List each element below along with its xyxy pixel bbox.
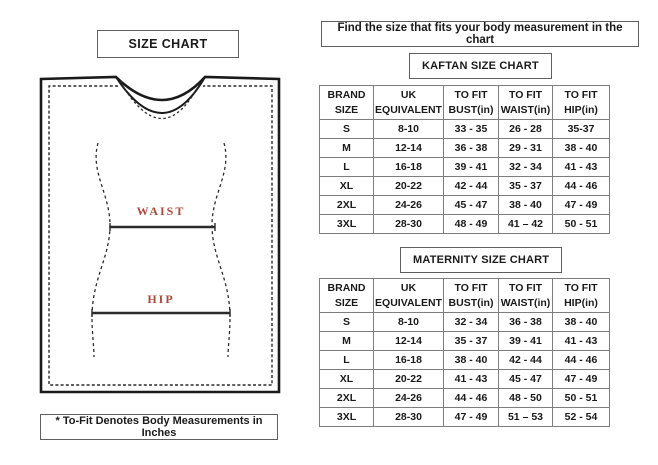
table-cell: 38 - 40 xyxy=(499,196,553,215)
table-cell: 8-10 xyxy=(374,120,444,139)
page-title-label: SIZE CHART xyxy=(128,37,208,51)
table-cell: 39 - 41 xyxy=(499,332,553,351)
table-cell: 2XL xyxy=(320,196,374,215)
table-cell: 3XL xyxy=(320,215,374,234)
table-cell: 24-26 xyxy=(374,389,444,408)
hip-label: HIP xyxy=(147,292,175,306)
table-cell: 32 - 34 xyxy=(499,158,553,177)
footnote xyxy=(40,414,278,440)
column-header: TO FIT HIP(in) xyxy=(553,86,610,120)
table-cell: 48 - 50 xyxy=(499,389,553,408)
table-cell: 28-30 xyxy=(374,215,444,234)
kaftan-chart-title xyxy=(409,53,552,79)
table-cell: 16-18 xyxy=(374,158,444,177)
kaftan-size-table xyxy=(319,85,610,234)
table-row xyxy=(320,139,610,158)
table-cell: 47 - 49 xyxy=(444,408,499,427)
column-header: TO FIT BUST(in) xyxy=(444,279,499,313)
table-cell: 20-22 xyxy=(374,177,444,196)
table-cell: 42 - 44 xyxy=(499,351,553,370)
table-cell: 42 - 44 xyxy=(444,177,499,196)
column-header: TO FIT WAIST(in) xyxy=(499,86,553,120)
table-row xyxy=(320,351,610,370)
table-cell: 33 - 35 xyxy=(444,120,499,139)
table-cell: 24-26 xyxy=(374,196,444,215)
garment-outline xyxy=(41,77,279,392)
column-header: BRAND SIZE xyxy=(320,279,374,313)
table-cell: 50 - 51 xyxy=(553,215,610,234)
table-cell: 41 - 43 xyxy=(553,332,610,351)
table-cell: 41 – 42 xyxy=(499,215,553,234)
table-cell: 52 - 54 xyxy=(553,408,610,427)
table-row xyxy=(320,215,610,234)
page-title xyxy=(97,30,239,58)
table-cell: 47 - 49 xyxy=(553,196,610,215)
table-cell: 8-10 xyxy=(374,313,444,332)
table-cell: 38 - 40 xyxy=(444,351,499,370)
table-cell: 36 - 38 xyxy=(499,313,553,332)
table-cell: 2XL xyxy=(320,389,374,408)
table-cell: S xyxy=(320,313,374,332)
column-header: TO FIT BUST(in) xyxy=(444,86,499,120)
kaftan-chart-title-label: KAFTAN SIZE CHART xyxy=(422,60,539,72)
table-cell: 45 - 47 xyxy=(499,370,553,389)
table-cell: 35-37 xyxy=(553,120,610,139)
table-cell: S xyxy=(320,120,374,139)
maternity-size-table xyxy=(319,278,610,427)
table-cell: 36 - 38 xyxy=(444,139,499,158)
instruction-banner xyxy=(321,21,639,47)
table-cell: 38 - 40 xyxy=(553,313,610,332)
table-row xyxy=(320,196,610,215)
maternity-chart-title-label: MATERNITY SIZE CHART xyxy=(413,254,550,266)
table-cell: L xyxy=(320,351,374,370)
table-cell: 51 – 53 xyxy=(499,408,553,427)
table-cell: 41 - 43 xyxy=(444,370,499,389)
table-cell: 45 - 47 xyxy=(444,196,499,215)
table-cell: 35 - 37 xyxy=(499,177,553,196)
table-cell: 44 - 46 xyxy=(553,351,610,370)
table-row xyxy=(320,313,610,332)
table-row xyxy=(320,177,610,196)
table-cell: 44 - 46 xyxy=(553,177,610,196)
column-header: TO FIT HIP(in) xyxy=(553,279,610,313)
column-header: TO FIT WAIST(in) xyxy=(499,279,553,313)
table-cell: 29 - 31 xyxy=(499,139,553,158)
table-cell: 35 - 37 xyxy=(444,332,499,351)
table-cell: XL xyxy=(320,177,374,196)
table-cell: L xyxy=(320,158,374,177)
table-row xyxy=(320,408,610,427)
table-cell: 3XL xyxy=(320,408,374,427)
waist-label: WAIST xyxy=(136,204,186,218)
table-cell: 26 - 28 xyxy=(499,120,553,139)
table-cell: 50 - 51 xyxy=(553,389,610,408)
table-row xyxy=(320,389,610,408)
column-header: UK EQUIVALENT xyxy=(374,86,444,120)
table-cell: 16-18 xyxy=(374,351,444,370)
table-cell: 12-14 xyxy=(374,332,444,351)
table-cell: 38 - 40 xyxy=(553,139,610,158)
table-cell: M xyxy=(320,139,374,158)
table-cell: M xyxy=(320,332,374,351)
table-cell: 47 - 49 xyxy=(553,370,610,389)
header-row xyxy=(320,279,610,313)
column-header: UK EQUIVALENT xyxy=(374,279,444,313)
column-header: BRAND SIZE xyxy=(320,86,374,120)
table-row xyxy=(320,370,610,389)
table-cell: 41 - 43 xyxy=(553,158,610,177)
kaftan-diagram xyxy=(30,62,300,402)
maternity-chart-title xyxy=(400,247,562,273)
table-cell: XL xyxy=(320,370,374,389)
table-cell: 44 - 46 xyxy=(444,389,499,408)
table-cell: 20-22 xyxy=(374,370,444,389)
instruction-label: Find the size that fits your body measurement in the chart xyxy=(337,22,623,46)
table-row xyxy=(320,332,610,351)
header-row xyxy=(320,86,610,120)
table-cell: 12-14 xyxy=(374,139,444,158)
table-cell: 28-30 xyxy=(374,408,444,427)
table-row xyxy=(320,120,610,139)
footnote-label: * To-Fit Denotes Body Measurements in Inches xyxy=(55,415,263,439)
table-cell: 32 - 34 xyxy=(444,313,499,332)
table-row xyxy=(320,158,610,177)
table-cell: 48 - 49 xyxy=(444,215,499,234)
table-cell: 39 - 41 xyxy=(444,158,499,177)
